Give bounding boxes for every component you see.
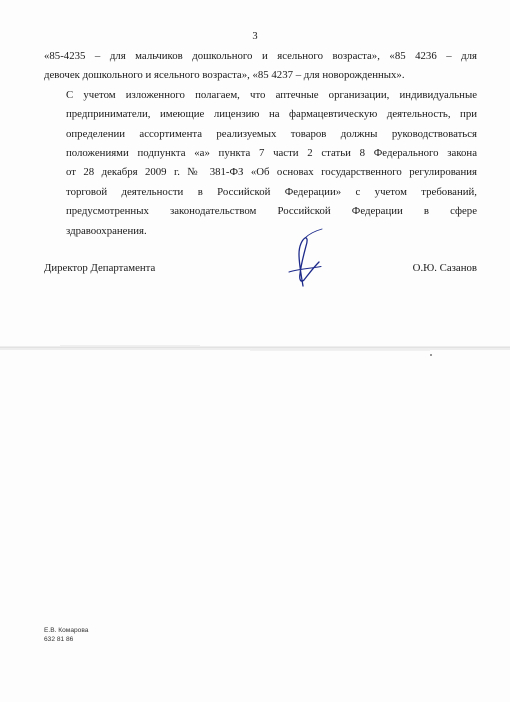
text-line: положениями подпункта «а» пункта 7 части 2 статьи 8 Федерального закона bbox=[66, 147, 477, 160]
executor-phone: 632 81 86 bbox=[44, 636, 74, 643]
text-line: от 28 декабря 2009 г. № 381-ФЗ «Об основах государственного регулирования bbox=[66, 166, 477, 179]
text-line: здравоохранения. bbox=[66, 224, 147, 237]
text-line: С учетом изложенного полагаем, что аптечные организации, индивидуальные bbox=[66, 88, 477, 101]
signatory-name: О.Ю. Сазанов bbox=[412, 262, 477, 274]
text-line: предприниматели, имеющие лицензию на фармацевтическую деятельность, при bbox=[66, 108, 477, 121]
letter-body bbox=[44, 47, 477, 241]
page-number: 3 bbox=[252, 31, 258, 42]
handwritten-signature bbox=[275, 228, 327, 290]
text-line: торговой деятельности в Российской Федерации» с учетом требований, bbox=[66, 185, 477, 198]
text-line: девочек дошкольного и ясельного возраста», «85 4237 – для новорожденных». bbox=[44, 69, 405, 82]
paragraph-conclusion bbox=[44, 86, 477, 241]
scan-artifact bbox=[0, 341, 510, 355]
text-line: определении ассортимента реализуемых товаров должны руководствоваться bbox=[66, 127, 477, 140]
executor-info bbox=[44, 626, 88, 644]
text-line: предусмотренных законодательством Российской Федерации в сфере bbox=[66, 205, 477, 218]
signature-block bbox=[44, 262, 477, 286]
scan-speck bbox=[430, 354, 432, 356]
executor-name: Е.В. Комарова bbox=[44, 627, 89, 634]
paragraph-product-codes bbox=[44, 47, 477, 86]
signatory-title: Директор Департамента bbox=[44, 262, 156, 274]
text-line: «85-4235 – для мальчиков дошкольного и ясельного возраста», «85 4236 – для bbox=[44, 50, 477, 62]
